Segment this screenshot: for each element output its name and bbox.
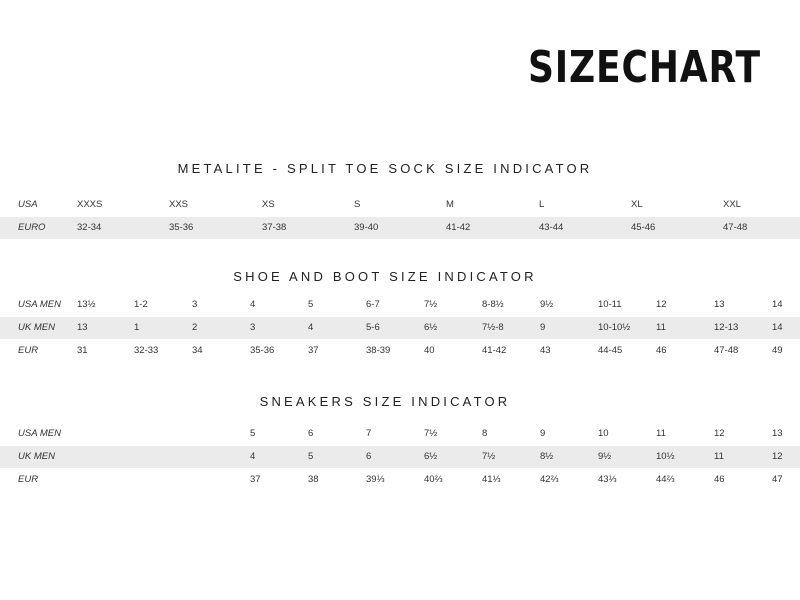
size-cell: 6½ [424,451,438,462]
size-cell: M [446,199,454,210]
size-cell: 7½ [482,451,496,462]
size-cell: 12-13 [714,322,739,333]
size-cell: 3 [250,322,256,333]
size-cell: 14 [772,299,783,310]
size-cell: 8½ [540,451,554,462]
size-cell: 32-34 [77,222,102,233]
size-cell: 35-36 [169,222,194,233]
size-cell: 13 [772,428,783,439]
size-cell: 42⅔ [540,474,559,485]
size-cell: 49 [772,345,783,356]
row-label: EUR [18,345,39,356]
size-cell: 37-38 [262,222,287,233]
size-cell: 13½ [77,299,96,310]
row-label: USA MEN [18,428,61,439]
sneakers-row [0,469,800,491]
size-cell: 39-40 [354,222,379,233]
size-cell: 13 [77,322,88,333]
sneakers-row [0,446,800,468]
size-cell: 4 [250,451,256,462]
sock-size-heading: METALITE - SPLIT TOE SOCK SIZE INDICATOR [177,161,593,176]
row-label: EUR [18,474,39,485]
sneakers-size-heading: SNEAKERS SIZE INDICATOR [259,394,511,409]
size-cell: 12 [714,428,725,439]
size-cell: 11 [656,322,666,333]
size-cell: 43⅓ [598,474,617,485]
size-cell: 7½ [424,428,438,439]
shoe-boot-row [0,294,800,316]
size-cell: 9 [540,428,546,439]
size-cell: 2 [192,322,198,333]
size-cell: 6 [308,428,314,439]
size-cell: 7 [366,428,372,439]
size-cell: 43-44 [539,222,564,233]
size-cell: 8 [482,428,488,439]
size-cell: 8-8½ [482,299,504,310]
size-cell: 37 [250,474,261,485]
size-cell: 46 [656,345,667,356]
size-cell: 9½ [540,299,554,310]
size-cell: 9½ [598,451,612,462]
size-cell: 47-48 [714,345,739,356]
size-cell: 4 [250,299,256,310]
size-cell: 12 [772,451,783,462]
size-cell: 7½ [424,299,438,310]
shoe-boot-size-heading: SHOE AND BOOT SIZE INDICATOR [233,269,537,284]
size-cell: 31 [77,345,88,356]
size-cell: 41-42 [446,222,471,233]
size-cell: 5 [250,428,256,439]
size-cell: 38-39 [366,345,391,356]
row-label: UK MEN [18,451,55,462]
size-cell: 6½ [424,322,438,333]
size-cell: XXXS [77,199,103,210]
size-cell: 10½ [656,451,675,462]
size-cell: 37 [308,345,319,356]
size-cell: 45-46 [631,222,656,233]
size-cell: 3 [192,299,198,310]
size-cell: 34 [192,345,203,356]
size-cell: 38 [308,474,319,485]
size-cell: 40 [424,345,435,356]
sneakers-row [0,423,800,445]
size-cell: 12 [656,299,667,310]
size-cell: 39⅓ [366,474,385,485]
shoe-boot-row [0,317,800,339]
size-cell: 4 [308,322,314,333]
size-cell: 7½-8 [482,322,504,333]
size-cell: 44-45 [598,345,623,356]
row-label: UK MEN [18,322,55,333]
row-label: USA MEN [18,299,61,310]
sock-row [0,217,800,239]
size-cell: 32-33 [134,345,159,356]
size-cell: 11 [656,428,666,439]
size-cell: 1 [134,322,140,333]
size-cell: 9 [540,322,546,333]
size-cell: 41-42 [482,345,507,356]
size-cell: 6 [366,451,372,462]
size-cell: 10-10½ [598,322,631,333]
size-cell: 10-11 [598,299,622,310]
size-cell: 43 [540,345,551,356]
size-cell: XXS [169,199,189,210]
size-cell: 5-6 [366,322,380,333]
size-cell: 46 [714,474,725,485]
size-cell: 35-36 [250,345,275,356]
size-cell: S [354,199,361,210]
size-cell: 47 [772,474,783,485]
sock-row [0,194,800,216]
row-label: EURO [18,222,46,233]
size-cell: 41⅓ [482,474,501,485]
size-cell: 47-48 [723,222,748,233]
size-cell: 11 [714,451,724,462]
size-cell: 44⅔ [656,474,675,485]
size-cell: 5 [308,451,314,462]
size-cell: 5 [308,299,314,310]
size-cell: 10 [598,428,609,439]
size-cell: 14 [772,322,783,333]
size-cell: XS [262,199,275,210]
size-cell: XXL [723,199,741,210]
shoe-boot-row [0,340,800,362]
size-cell: 13 [714,299,725,310]
size-cell: XL [631,199,643,210]
size-cell: 6-7 [366,299,380,310]
size-chart-title: SIZECHART [528,42,761,93]
size-cell: 1-2 [134,299,148,310]
row-label: USA [18,199,38,210]
size-cell: 40⅔ [424,474,443,485]
size-cell: L [539,199,545,210]
